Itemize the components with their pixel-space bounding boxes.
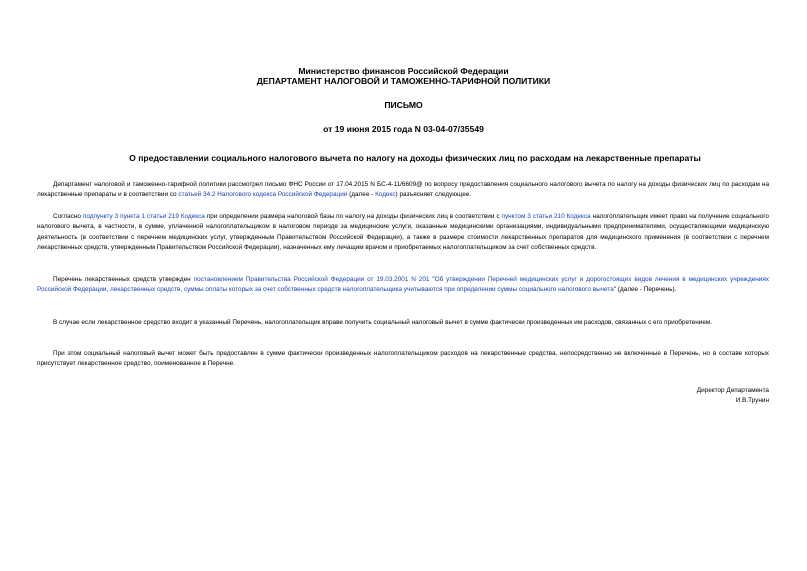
paragraph-3-quote: " [429, 276, 435, 283]
paragraph-4: В случае если лекарственное средство входит в указанный Перечень, налогоплательщик вправе получить социальный налоговый вычет в сумме фактически произведенных им расходов, связанных с его приобретением. [53, 319, 713, 326]
paragraph-1-text: Департамент налоговой и таможенно-тарифной политики рассмотрел письмо ФНС России от 17.04.2015 N БС-4-11/6609@ по вопросу предоставления социального налогового вычета по налогу на доходы физических лиц по расходам на лекарственные препараты и в соответствии со [37, 181, 769, 199]
signatory-title: Директор Департамента [696, 387, 769, 394]
paragraph-5: При этом социальный налоговый вычет может быть предоставлен в сумме фактически произведенных налогоплательщиком расходов на лекарственные средства, непосредственно не включенные в Перечень, но в составе которых присутствует лекарственное средство, поименованное в Перечне. [37, 350, 769, 368]
article-210-link[interactable]: пунктом 3 статьи 210 Кодекса [501, 213, 591, 220]
paragraph-3-text-a: Перечень лекарственных средств утвержден [53, 276, 194, 283]
document-date-number: от 19 июня 2015 года N 03-04-07/35549 [323, 124, 484, 134]
article-219-link[interactable]: подпункту 3 пункта 1 статьи 219 Кодекса [82, 213, 205, 220]
paragraph-2-text-b: при определении размера налоговой базы по налогу на доходы физических лиц в соответствии с [204, 213, 502, 220]
code-link[interactable]: Кодекс [375, 191, 396, 199]
paragraph-2 [37, 212, 769, 254]
paragraph-2-text-a: Согласно [53, 213, 83, 220]
department-name: ДЕПАРТАМЕНТ НАЛОГОВОЙ И ТАМОЖЕННО-ТАРИФНОЙ ПОЛИТИКИ [256, 76, 551, 86]
ministry-name: Министерство финансов Российской Федерации [298, 66, 509, 76]
government-decree-link[interactable]: постановлением Правительства Российской Федерации от 19.03.2001 N 201 [193, 276, 430, 283]
document-type: ПИСЬМО [384, 100, 423, 110]
paragraph-1-mid: (далее - [347, 191, 376, 199]
tax-code-article-link[interactable]: статьей 34.2 Налогового кодекса Российской Федерации [178, 191, 348, 199]
paragraph-1 [37, 180, 769, 201]
paragraph-3 [37, 275, 769, 296]
signatory-name: И.В.Трунин [735, 397, 769, 404]
paragraph-2-text-c: налогоплательщик имеет право на получение социального налогового вычета, в частности, в сумме, уплаченной налогоплательщиком в налоговом периоде за медицинские услуги, оказанные медицинскими организациями, индивидуальными предпринимателями, осуществляющими медицинскую деятельность (в соответствии с перечнем медицинских услуг, утвержденным Правительством Российской Федерации), а также в размере стоимости лекарственных препаратов для медицинского применения (в соответствии с перечнем лекарственных средств, утвержденным Правительством Российской Федерации), назначенных ему лечащим врачом и приобретаемых налогоплательщиком за счет собственных средств. [37, 213, 769, 252]
paragraph-1-end: ) разъясняет следующее. [395, 191, 472, 199]
decree-title-link[interactable]: Об утверждении Перечней медицинских услуг и дорогостоящих видов лечения в медицинских учреждениях Российской Федерации, лекарственных средств, суммы оплаты которых за счет собственных средств налогоплательщика учитываются при определении суммы социального налогового вычета [37, 276, 769, 294]
paragraph-3-text-c: " (далее - Перечень). [613, 286, 677, 294]
document-subject: О предоставлении социального налогового вычета по налогу на доходы физических лиц по расходам на лекарственные препараты [129, 153, 701, 163]
